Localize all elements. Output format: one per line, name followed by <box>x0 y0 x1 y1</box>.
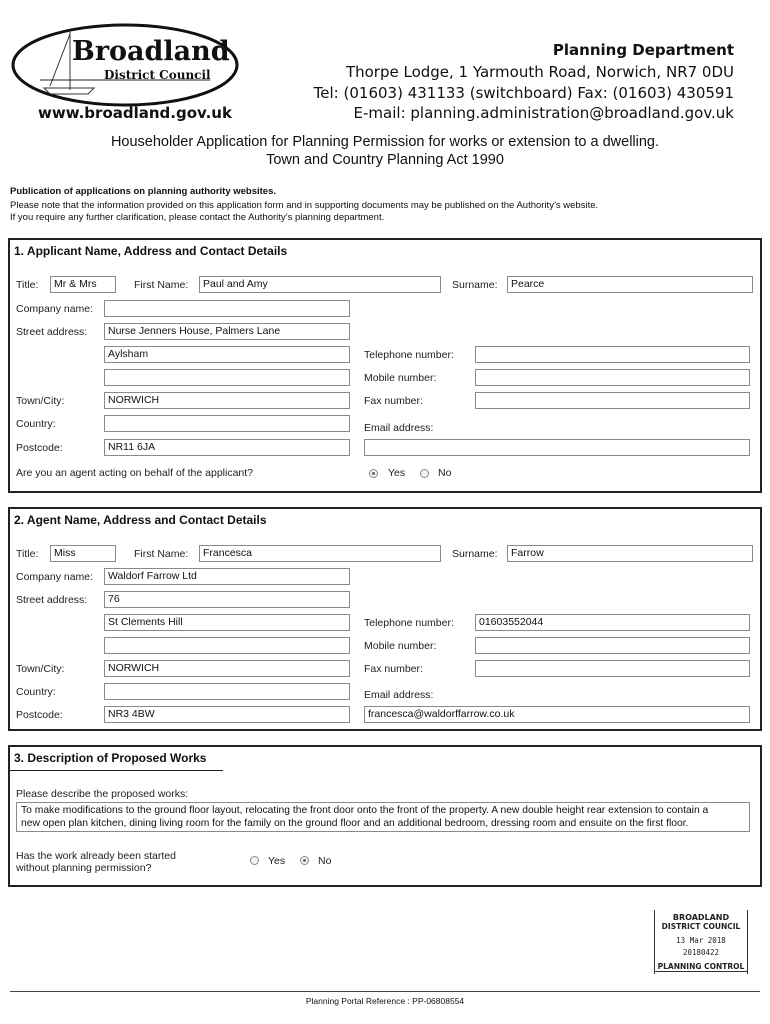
agent-first-name-label: First Name: <box>134 548 189 560</box>
agent-postcode-label: Postcode: <box>16 709 63 721</box>
applicant-country-field[interactable] <box>104 415 350 432</box>
agent-question: Are you an agent acting on behalf of the applicant? <box>16 467 254 479</box>
applicant-email-field[interactable] <box>364 439 750 456</box>
publication-line2: If you require any further clarification, please contact the Authority’s planning department. <box>10 212 385 223</box>
agent-postcode-field[interactable]: NR3 4BW <box>104 706 350 723</box>
footer-reference: Planning Portal Reference : PP-06808554 <box>305 996 465 1006</box>
agent-surname-label: Surname: <box>452 548 498 560</box>
applicant-country-label: Country: <box>16 418 56 430</box>
applicant-street2-field[interactable]: Aylsham <box>104 346 350 363</box>
applicant-town-label: Town/City: <box>16 395 65 407</box>
works-started-yes-radio[interactable] <box>250 856 259 865</box>
applicant-fax-field[interactable] <box>475 392 750 409</box>
works-description-line2: new open plan kitchen, dining living room for the family on the ground floor and an additional bedroom, dressing room and ensuite on the first floor. <box>21 818 689 829</box>
dept-title: Planning Department <box>552 41 734 59</box>
applicant-title-label: Title: <box>16 279 39 291</box>
agent-no-label: No <box>438 467 452 479</box>
works-description-field[interactable] <box>16 802 750 832</box>
agent-fax-field[interactable] <box>475 660 750 677</box>
applicant-postcode-field[interactable]: NR11 6JA <box>104 439 350 456</box>
logo-subtitle: District Council <box>104 68 211 82</box>
applicant-first-name-label: First Name: <box>134 279 189 291</box>
stamp-ref: 20180422 <box>682 948 720 957</box>
website-link[interactable]: www.broadland.gov.uk <box>38 104 232 122</box>
works-started-no-label: No <box>318 855 332 867</box>
agent-street1-field[interactable]: 76 <box>104 591 350 608</box>
agent-no-radio[interactable] <box>420 469 429 478</box>
applicant-postcode-label: Postcode: <box>16 442 63 454</box>
publication-heading: Publication of applications on planning authority websites. <box>10 186 277 197</box>
stamp-line1: BROADLAND <box>672 913 730 922</box>
applicant-telephone-label: Telephone number: <box>364 349 454 361</box>
applicant-telephone-field[interactable] <box>475 346 750 363</box>
agent-email-label: Email address: <box>364 689 434 701</box>
agent-company-field[interactable]: Waldorf Farrow Ltd <box>104 568 350 585</box>
form-title-line2: Town and Country Planning Act 1990 <box>266 152 504 168</box>
agent-company-label: Company name: <box>16 571 94 583</box>
agent-first-name-field[interactable]: Francesca <box>199 545 441 562</box>
agent-country-field[interactable] <box>104 683 350 700</box>
footer-rule <box>10 991 760 992</box>
stamp-footer: PLANNING CONTROL <box>655 962 747 972</box>
agent-town-field[interactable]: NORWICH <box>104 660 350 677</box>
agent-country-label: Country: <box>16 686 56 698</box>
logo-name: Broadland <box>72 36 230 67</box>
stamp-date: 13 Mar 2018 <box>676 936 726 945</box>
dept-tel: Tel: (01603) 431133 (switchboard) Fax: (01603) 430591 <box>313 84 734 102</box>
dept-email: E-mail: planning.administration@broadland.gov.uk <box>353 104 734 122</box>
agent-town-label: Town/City: <box>16 663 65 675</box>
applicant-town-field[interactable]: NORWICH <box>104 392 350 409</box>
works-started-no-radio[interactable] <box>300 856 309 865</box>
agent-telephone-field[interactable]: 01603552044 <box>475 614 750 631</box>
applicant-heading: 1. Applicant Name, Address and Contact Details <box>14 244 288 258</box>
agent-title-label: Title: <box>16 548 39 560</box>
works-started-question-line2: without planning permission? <box>16 862 152 874</box>
applicant-surname-label: Surname: <box>452 279 498 291</box>
agent-yes-radio[interactable] <box>369 469 378 478</box>
applicant-street-label: Street address: <box>16 326 88 338</box>
agent-fax-label: Fax number: <box>364 663 423 675</box>
applicant-company-field[interactable] <box>104 300 350 317</box>
applicant-mobile-field[interactable] <box>475 369 750 386</box>
agent-surname-field[interactable]: Farrow <box>507 545 753 562</box>
agent-street-label: Street address: <box>16 594 88 606</box>
agent-email-field[interactable]: francesca@waldorffarrow.co.uk <box>364 706 750 723</box>
works-started-yes-label: Yes <box>268 855 286 867</box>
agent-heading: 2. Agent Name, Address and Contact Details <box>14 513 267 527</box>
received-stamp <box>654 910 748 974</box>
publication-line1: Please note that the information provided on this application form and in supporting documents may be published on the Authority’s website. <box>10 200 599 211</box>
applicant-fax-label: Fax number: <box>364 395 423 407</box>
applicant-title-field[interactable]: Mr & Mrs <box>50 276 116 293</box>
works-heading: 3. Description of Proposed Works <box>14 751 207 765</box>
agent-title-field[interactable]: Miss <box>50 545 116 562</box>
works-started-question-line1: Has the work already been started <box>16 850 176 862</box>
agent-telephone-label: Telephone number: <box>364 617 454 629</box>
agent-mobile-label: Mobile number: <box>364 640 437 652</box>
stamp-line2: DISTRICT COUNCIL <box>661 922 741 931</box>
applicant-surname-field[interactable]: Pearce <box>507 276 753 293</box>
agent-street2-field[interactable]: St Clements Hill <box>104 614 350 631</box>
works-description-line1: To make modifications to the ground floor layout, relocating the front door onto the front of the property. A new double height rear extension to contain a <box>21 805 709 816</box>
works-heading-rule <box>8 770 223 771</box>
applicant-mobile-label: Mobile number: <box>364 372 437 384</box>
dept-address: Thorpe Lodge, 1 Yarmouth Road, Norwich, NR7 0DU <box>345 63 734 81</box>
applicant-email-label: Email address: <box>364 422 434 434</box>
form-title-line1: Householder Application for Planning Permission for works or extension to a dwelling. <box>110 134 660 150</box>
applicant-street1-field[interactable]: Nurse Jenners House, Palmers Lane <box>104 323 350 340</box>
agent-street3-field[interactable] <box>104 637 350 654</box>
applicant-street3-field[interactable] <box>104 369 350 386</box>
applicant-company-label: Company name: <box>16 303 94 315</box>
works-prompt: Please describe the proposed works: <box>16 788 189 800</box>
agent-yes-label: Yes <box>388 467 406 479</box>
applicant-first-name-field[interactable]: Paul and Amy <box>199 276 441 293</box>
agent-mobile-field[interactable] <box>475 637 750 654</box>
